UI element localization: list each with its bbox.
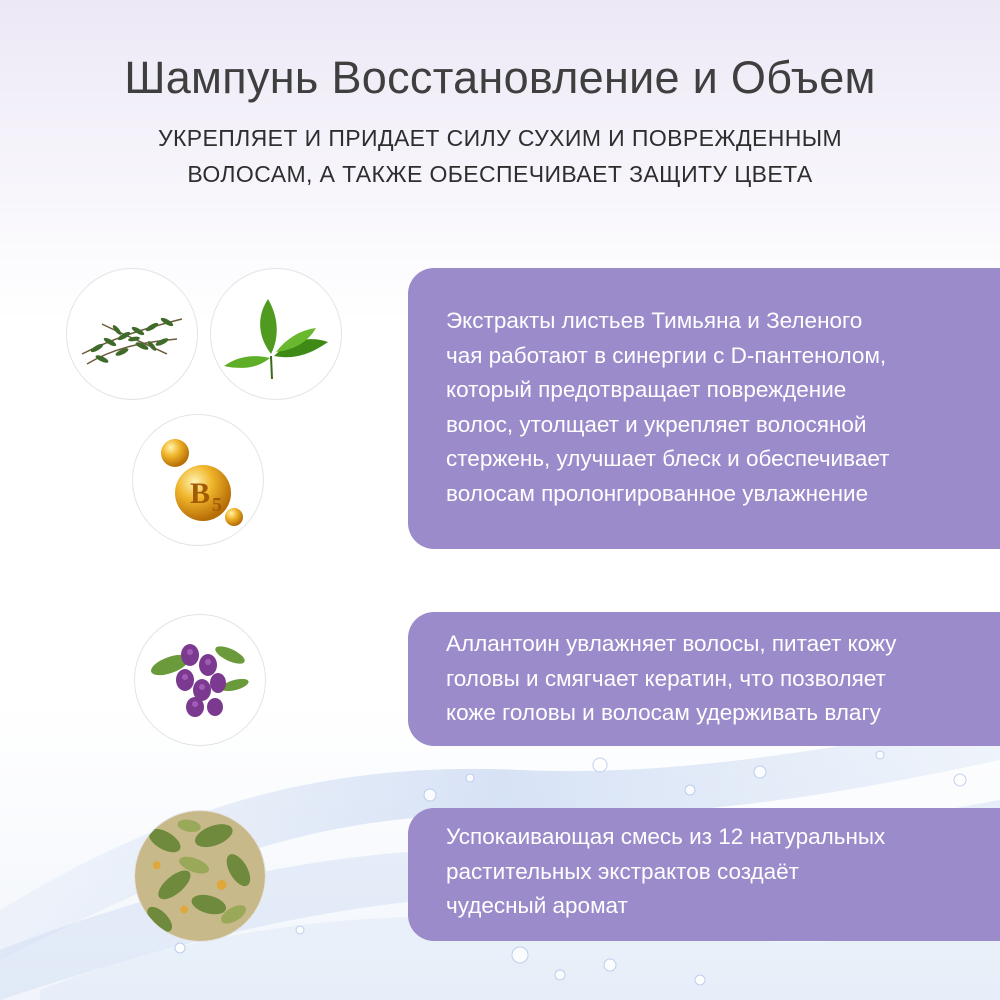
herbal-blend-image bbox=[134, 810, 266, 942]
b5-letter: B bbox=[190, 477, 211, 510]
green-tea-leaf-icon bbox=[216, 284, 336, 384]
comfrey-flower-image bbox=[134, 614, 266, 746]
herbal-blend-icon bbox=[135, 810, 265, 942]
thyme-image bbox=[66, 268, 198, 400]
feature-card-herbal-blend bbox=[408, 808, 1000, 941]
green-tea-image bbox=[210, 268, 342, 400]
feature-card-text: Успокаивающая смесь из 12 натуральных растительных экстрактов создаёт чудесный аромат bbox=[446, 824, 886, 918]
b5-number: 5 bbox=[212, 494, 222, 516]
vitamin-b5-image bbox=[132, 414, 264, 546]
thyme-icon bbox=[72, 284, 192, 384]
feature-card-text: Экстракты листьев Тимьяна и Зеленого чая работают в синергии с D-пантенолом, который предотвращает повреждение волос, утолщает и укрепляет волосяной стержень, улучшает блеск и обеспечивает волосам пролонгированное увлажнение bbox=[446, 308, 890, 506]
comfrey-flower-icon bbox=[140, 625, 260, 735]
feature-card-thyme-tea bbox=[408, 268, 1000, 549]
vitamin-b5-icon bbox=[138, 425, 258, 535]
feature-card-allantoin bbox=[408, 612, 1000, 746]
page-title: Шампунь Восстановление и Объем bbox=[124, 52, 876, 103]
page-subtitle: УКРЕПЛЯЕТ И ПРИДАЕТ СИЛУ СУХИМ И ПОВРЕЖДЕННЫМ ВОЛОСАМ, А ТАКЖЕ ОБЕСПЕЧИВАЕТ ЗАЩИТУ ЦВЕТА bbox=[157, 125, 843, 187]
feature-card-text: Аллантоин увлажняет волосы, питает кожу головы и смягчает кератин, что позволяет коже головы и волосам удерживать влагу bbox=[446, 631, 897, 725]
